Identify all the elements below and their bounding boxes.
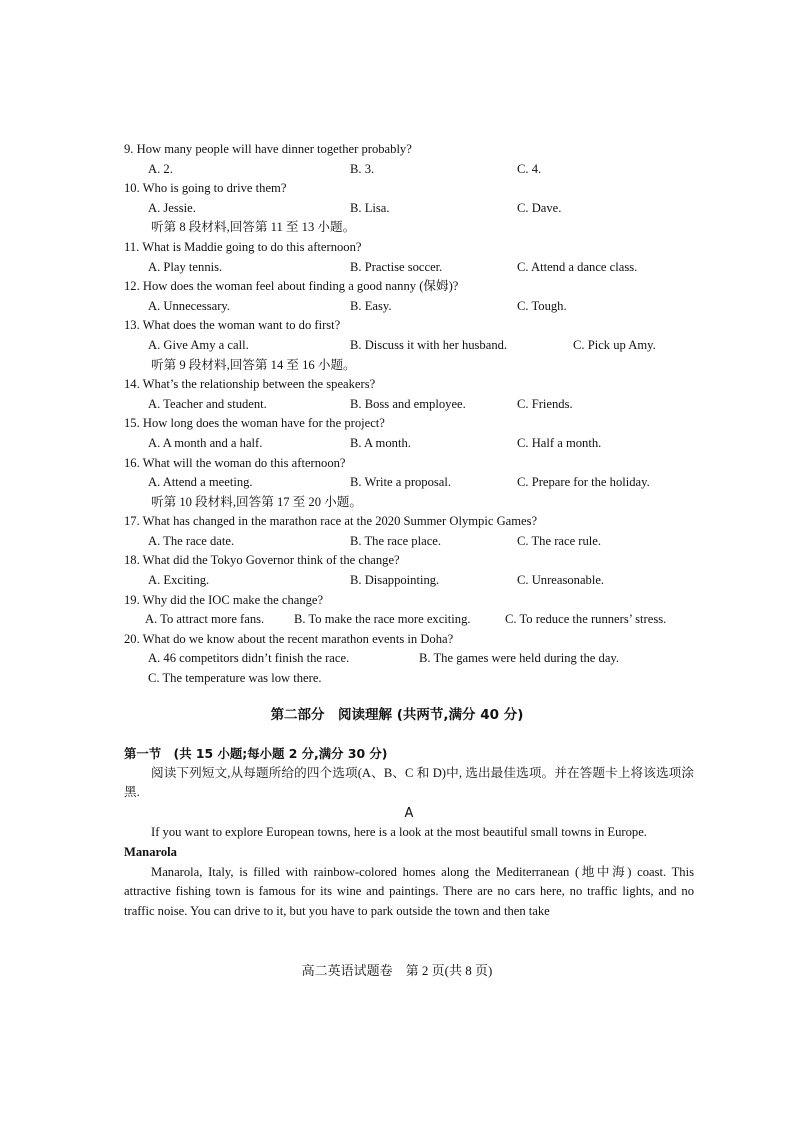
answer-options [124,434,704,454]
option-b: B. Practise soccer. [350,259,443,274]
option-b: B. Write a proposal. [350,475,452,490]
option-b: B. Lisa. [350,200,390,215]
reading-section [124,744,694,921]
option-b: B. The race place. [350,533,442,548]
answer-options [124,473,704,493]
question-text: 15. How long does the woman have for the project? [124,416,385,431]
option-c: C. 4. [517,161,542,176]
passage-subheading: Manarola [124,844,177,859]
answer-options [124,258,704,278]
option-b: B. Easy. [350,298,392,313]
option-a: A. Teacher and student. [148,396,267,411]
option-a: A. The race date. [148,533,235,548]
answer-options [124,532,704,552]
section-instruction: 听第 10 段材料,回答第 17 至 20 小题。 [151,494,362,509]
option-c: C. The race rule. [517,533,602,548]
question-text: 19. Why did the IOC make the change? [124,592,324,607]
option-c: C. Friends. [517,396,573,411]
question-text: 10. Who is going to drive them? [124,181,287,196]
option-b: B. A month. [350,435,411,450]
question-text: 9. How many people will have dinner together probably? [124,142,412,156]
answer-options [124,336,704,356]
option-b: B. 3. [350,161,375,176]
part-two-title: 第二部分 阅读理解 (共两节,满分 40 分) [270,707,524,723]
question-text: 18. What did the Tokyo Governor think of the change? [124,553,400,568]
option-c: C. To reduce the runners’ stress. [505,612,667,627]
option-b: B. To make the race more exciting. [294,612,471,627]
option-a: A. To attract more fans. [145,612,265,627]
option-a: A. Unnecessary. [148,298,231,313]
option-a: C. The temperature was low there. [148,671,322,686]
option-c: C. Half a month. [517,435,602,450]
answer-options [124,669,704,689]
passage-paragraph: Manarola, Italy, is filled with rainbow-colored homes along the Mediterranean (地中海) coast. This attractive fishing town is famous for its wine and paintings. There are no cars here, no traffic lights, and no traffic noise. You can drive to it, but you have to park outside the town and then take [124,864,694,918]
option-c: C. Unreasonable. [517,573,605,588]
section-instruction: 阅读下列短文,从每题所给的四个选项(A、B、C 和 D)中, 选出最佳选项。并在答题卡上将该选项涂黑. [124,765,694,800]
answer-options [124,199,704,219]
question-text: 14. What’s the relationship between the speakers? [124,377,376,392]
option-a: A. Play tennis. [148,259,223,274]
section-instruction: 听第 8 段材料,回答第 11 至 13 小题。 [151,220,356,235]
question-text: 16. What will the woman do this afternoon? [124,455,346,470]
answer-options [124,395,704,415]
answer-options [124,297,704,317]
answer-options [124,649,704,669]
option-a: A. 2. [148,161,173,176]
option-a: A. 46 competitors didn’t finish the race. [148,651,350,666]
question-text: 12. How does the woman feel about finding a good nanny (保姆)? [124,279,459,294]
passage-label: A [404,805,414,821]
question-text: 11. What is Maddie going to do this afternoon? [124,239,362,254]
page-footer: 高二英语试题卷 第 2 页(共 8 页) [301,963,493,978]
option-a: A. A month and a half. [148,435,263,450]
option-c: C. Attend a dance class. [517,259,638,274]
question-text: 13. What does the woman want to do first? [124,318,341,333]
option-a: A. Attend a meeting. [148,475,253,490]
option-a: A. Give Amy a call. [148,337,249,352]
option-b: B. Discuss it with her husband. [350,337,508,352]
answer-options [124,610,704,630]
section-instruction: 听第 9 段材料,回答第 14 至 16 小题。 [151,357,356,372]
listening-section [124,140,704,689]
option-b: B. Boss and employee. [350,396,466,411]
answer-options [124,571,704,591]
option-b: B. Disappointing. [350,573,440,588]
option-c: C. Tough. [517,298,567,313]
question-text: 17. What has changed in the marathon race at the 2020 Summer Olympic Games? [124,514,538,529]
option-a: A. Jessie. [148,200,196,215]
option-c: C. Pick up Amy. [573,337,656,352]
section-heading: 第一节 (共 15 小题;每小题 2 分,满分 30 分) [124,746,388,761]
passage-intro: If you want to explore European towns, here is a look at the most beautiful small towns in Europe. [151,825,647,840]
option-a: A. Exciting. [148,573,210,588]
option-b: B. The games were held during the day. [419,651,620,666]
option-c: C. Prepare for the holiday. [517,475,650,490]
question-text: 20. What do we know about the recent marathon events in Doha? [124,631,454,646]
option-c: C. Dave. [517,200,562,215]
answer-options [124,160,704,180]
